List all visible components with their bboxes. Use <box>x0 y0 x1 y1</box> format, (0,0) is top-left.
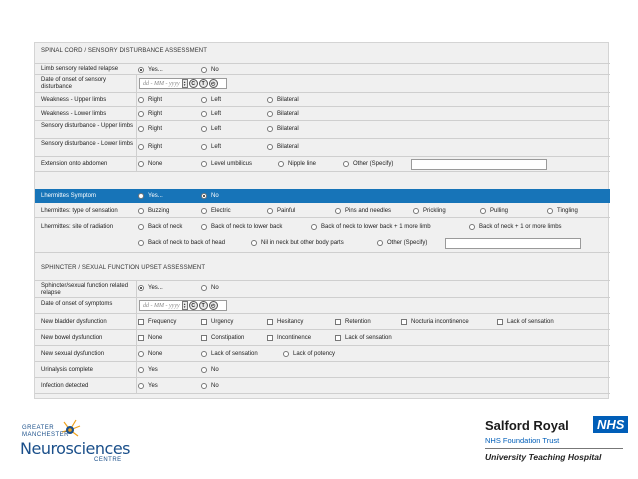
sensation-electric-radio[interactable]: Electric <box>201 208 231 214</box>
clock-icon[interactable]: ◴ <box>209 79 218 88</box>
weakness-lower-row <box>35 107 610 121</box>
row-label: Limb sensory related relapse <box>41 66 119 72</box>
sensation-prickling-radio[interactable]: Prickling <box>413 208 446 214</box>
row-label: Sphincter/sexual function related relapse <box>41 283 129 296</box>
sensory-lower-left-radio[interactable]: Left <box>201 144 221 150</box>
radio-icon <box>201 67 207 73</box>
row-label: Date of onset of symptoms <box>41 301 113 307</box>
bowel-sensation-checkbox[interactable]: Lack of sensation <box>335 335 392 341</box>
clear-date-button[interactable]: C <box>189 79 198 88</box>
row-label: Extension onto abdomen <box>41 161 108 167</box>
radiation-back-neck-radio[interactable]: Back of neck <box>138 224 182 230</box>
weakness-upper-right-radio[interactable]: Right <box>138 97 162 103</box>
radiation-other-radio[interactable]: Other (Specify) <box>377 240 427 246</box>
bowel-constipation-checkbox[interactable]: Constipation <box>201 335 244 341</box>
date-onset-symptoms-row <box>35 298 610 314</box>
sensation-buzzing-radio[interactable]: Buzzing <box>138 208 169 214</box>
radio-selected-icon <box>138 67 144 73</box>
sensory-upper-row <box>35 121 610 139</box>
date-onset-sensory-input[interactable]: dd - MM - yyyy ▲ ▼ C T ◴ <box>139 78 227 89</box>
bladder-nocturia-checkbox[interactable]: Nocturia incontinence <box>401 319 469 325</box>
row-label: Lhermittes: type of sensation <box>41 208 118 214</box>
tagline: University Teaching Hospital <box>485 452 602 462</box>
infection-no-radio[interactable]: No <box>201 383 219 389</box>
salford-royal-logo <box>485 414 625 474</box>
radiation-back-head-radio[interactable]: Back of neck to back of head <box>138 240 225 246</box>
bladder-sensation-checkbox[interactable]: Lack of sensation <box>497 319 554 325</box>
bladder-retention-checkbox[interactable]: Retention <box>335 319 371 325</box>
row-label: Urinalysis complete <box>41 367 94 373</box>
infection-row <box>35 378 610 394</box>
weakness-lower-left-radio[interactable]: Left <box>201 111 221 117</box>
logo-line2: MANCHESTER <box>22 432 70 438</box>
limb-sensory-no-radio[interactable]: No <box>201 67 219 73</box>
sexual-dysfunction-row <box>35 346 610 362</box>
date-onset-sensory-row <box>35 75 610 93</box>
bowel-incontinence-checkbox[interactable]: Incontinence <box>267 335 311 341</box>
urinalysis-yes-radio[interactable]: Yes <box>138 367 158 373</box>
radiation-other-input[interactable] <box>445 238 581 249</box>
spinner-icon[interactable]: ▲ ▼ <box>183 301 187 309</box>
weakness-lower-right-radio[interactable]: Right <box>138 111 162 117</box>
sensory-upper-right-radio[interactable]: Right <box>138 126 162 132</box>
extension-other-input[interactable] <box>411 159 547 170</box>
row-label: Sensory disturbance - Lower limbs <box>41 141 134 147</box>
bladder-frequency-checkbox[interactable]: Frequency <box>138 319 176 325</box>
bladder-urgency-checkbox[interactable]: Urgency <box>201 319 233 325</box>
row-label: Sensory disturbance - Upper limbs <box>41 123 134 129</box>
sphincter-relapse-row <box>35 280 610 298</box>
limb-sensory-relapse-row <box>35 63 610 75</box>
sensation-pins-radio[interactable]: Pins and needles <box>335 208 391 214</box>
today-date-button[interactable]: T <box>199 301 208 310</box>
date-onset-symptoms-input[interactable]: dd - MM - yyyy ▲ ▼ C T ◴ <box>139 300 227 311</box>
sensory-lower-row <box>35 139 610 157</box>
sensory-lower-bilateral-radio[interactable]: Bilateral <box>267 144 299 150</box>
extension-umbilicus-radio[interactable]: Level umbilicus <box>201 161 252 167</box>
lhermittes-no-radio[interactable]: No <box>201 193 219 199</box>
weakness-upper-row <box>35 93 610 107</box>
logo-line3: CENTRE <box>94 457 122 463</box>
assessment-form <box>34 42 609 399</box>
radiation-lower-back-limb-radio[interactable]: Back of neck to lower back + 1 more limb <box>311 224 431 230</box>
urinalysis-no-radio[interactable]: No <box>201 367 219 373</box>
radio-selected-icon <box>138 285 144 291</box>
row-label: New bladder dysfunction <box>41 319 107 325</box>
sexual-potency-radio[interactable]: Lack of potency <box>283 351 335 357</box>
sexual-sensation-radio[interactable]: Lack of sensation <box>201 351 258 357</box>
weakness-lower-bilateral-radio[interactable]: Bilateral <box>267 111 299 117</box>
logo-divider <box>485 448 623 449</box>
sphincter-section-title: SPHINCTER / SEXUAL FUNCTION UPSET ASSESSMENT <box>41 265 206 271</box>
radiation-nil-neck-radio[interactable]: Nil in neck but other body parts <box>251 240 344 246</box>
row-label: Lhermittes: site of radiation <box>41 224 114 230</box>
lhermittes-type-row <box>35 203 610 218</box>
gm-neurosciences-logo <box>16 414 136 464</box>
weakness-upper-bilateral-radio[interactable]: Bilateral <box>267 97 299 103</box>
limb-sensory-yes-radio[interactable]: Yes... <box>138 67 163 73</box>
bowel-dysfunction-row <box>35 330 610 346</box>
sensation-pulling-radio[interactable]: Pulling <box>480 208 508 214</box>
logo-line1: GREATER <box>22 425 55 431</box>
extension-nipple-radio[interactable]: Nipple line <box>278 161 316 167</box>
sensation-painful-radio[interactable]: Painful <box>267 208 295 214</box>
spinal-section-title: SPINAL CORD / SENSORY DISTURBANCE ASSESSMENT <box>41 48 207 54</box>
row-label: Weakness - Lower limbs <box>41 111 107 117</box>
sphincter-no-radio[interactable]: No <box>201 285 219 291</box>
trust-name: NHS Foundation Trust <box>485 436 560 445</box>
spinner-icon[interactable]: ▲ ▼ <box>183 79 187 87</box>
sensory-upper-left-radio[interactable]: Left <box>201 126 221 132</box>
infection-yes-radio[interactable]: Yes <box>138 383 158 389</box>
radiation-lower-back-radio[interactable]: Back of neck to lower back <box>201 224 282 230</box>
sphincter-yes-radio[interactable]: Yes... <box>138 285 163 291</box>
extension-other-radio[interactable]: Other (Specify) <box>343 161 393 167</box>
row-label: Infection detected <box>41 383 89 389</box>
row-label: Weakness - Upper limbs <box>41 97 107 103</box>
bladder-hesitancy-checkbox[interactable]: Hesitancy <box>267 319 303 325</box>
bowel-none-checkbox[interactable]: None <box>138 335 162 341</box>
row-label: Lhermittes Symptom <box>41 193 97 199</box>
today-date-button[interactable]: T <box>199 79 208 88</box>
clear-date-button[interactable]: C <box>189 301 198 310</box>
extension-none-radio[interactable]: None <box>138 161 162 167</box>
nhs-badge: NHS <box>593 416 628 433</box>
lhermittes-yes-radio[interactable]: Yes... <box>138 193 163 199</box>
lhermittes-site-row <box>35 218 610 253</box>
bladder-dysfunction-row <box>35 314 610 330</box>
urinalysis-row <box>35 362 610 378</box>
sensory-lower-right-radio[interactable]: Right <box>138 144 162 150</box>
logo-main: Neurosciences <box>20 439 131 458</box>
sexual-none-radio[interactable]: None <box>138 351 162 357</box>
lhermittes-symptom-row <box>35 189 610 203</box>
sensory-upper-bilateral-radio[interactable]: Bilateral <box>267 126 299 132</box>
row-label: New sexual dysfunction <box>41 351 105 357</box>
clock-icon[interactable]: ◴ <box>209 301 218 310</box>
row-label: Date of onset of sensory disturbance <box>41 77 107 90</box>
sensation-tingling-radio[interactable]: Tingling <box>547 208 578 214</box>
radiation-limbs-radio[interactable]: Back of neck + 1 or more limbs <box>469 224 562 230</box>
radio-selected-icon <box>201 193 207 199</box>
row-label: New bowel dysfunction <box>41 335 103 341</box>
extension-abdomen-row <box>35 157 610 172</box>
salford-name: Salford Royal <box>485 418 569 433</box>
weakness-upper-left-radio[interactable]: Left <box>201 97 221 103</box>
